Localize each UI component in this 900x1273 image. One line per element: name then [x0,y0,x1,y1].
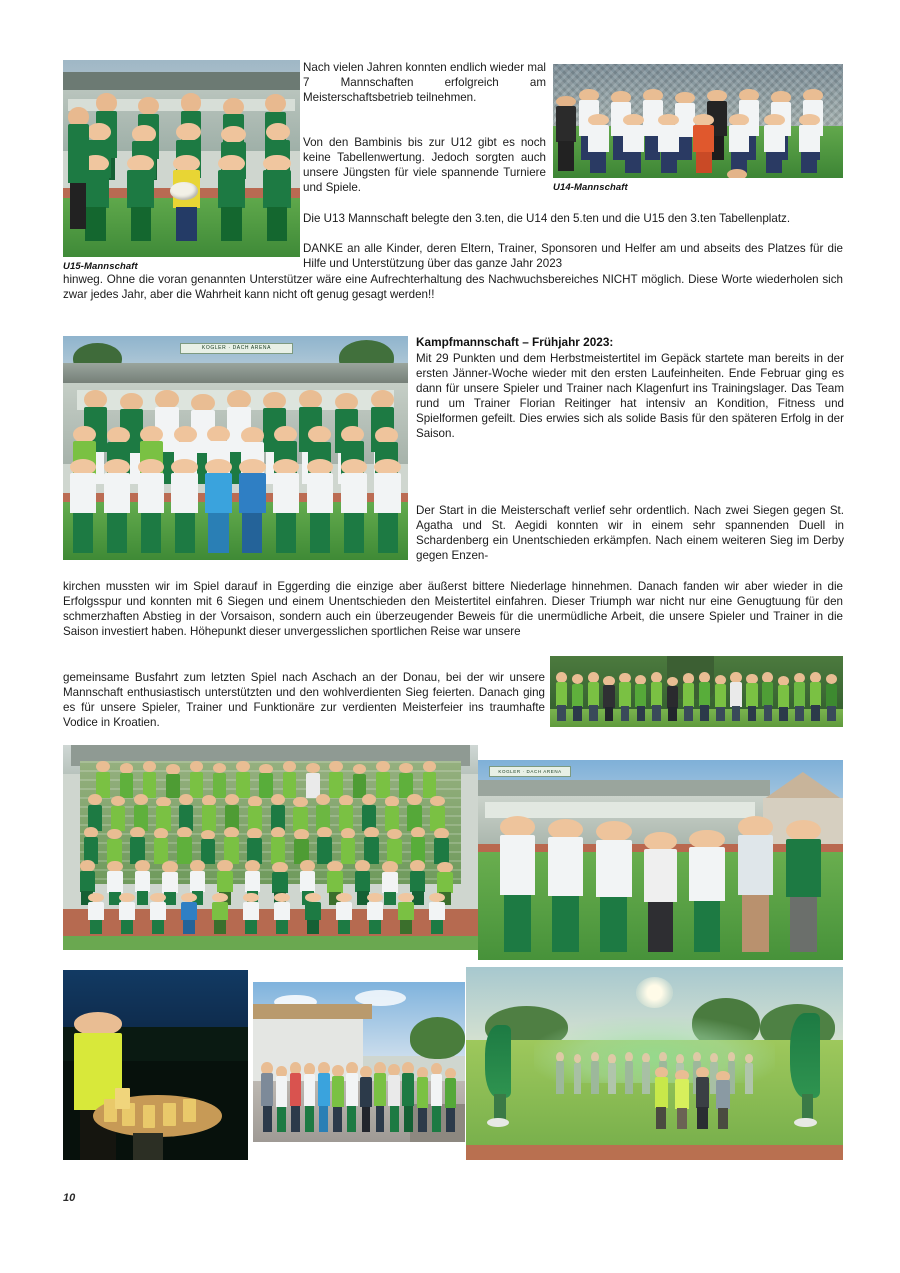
photo-team-row-kneeling [88,893,445,934]
top-paragraph-5: hinweg. Ohne die voran genannten Unterstützer wäre eine Aufrechterhaltung des Nachwuchsbereiches NICHT möglich. Diese Worte wiederholen sich zwar jedes Jahr, aber die Wahrheit kann nicht oft genug gesagt werden!! [63,273,843,302]
photo-verein-tribuene [63,745,478,950]
paragraph-text: Mit 29 Punkten und dem Herbstmeistertitel im Gepäck startete man bereits in der ersten Jänner-Woche wieder mit den ersten Laufeinheiten. Ende Februar ging es dann für unsere Spieler und Trainer nach Klagenfurt ins Trainingslager. Das Team rund um Trainer Florian Reitinger hat intensiv an Kondition, Fitness und Spielformen gefeilt. Dies erwies sich als solide Basis für den späteren Erfolg in der Saison. [416,352,844,441]
photo-table-base [133,1133,163,1160]
photo-crowd-row-3 [84,827,449,864]
photo-spieler-jubel [478,760,843,960]
kampfmannschaft-paragraph-4 [63,670,545,730]
paragraph-text: kirchen mussten wir im Spiel darauf in Eggerding die einzige aber äußerst bittere Niederlage hinnehmen. Danach fanden wir aber wieder in die Erfolgsspur und konnten mit 6 Siegen und einem Unentschieden den Meistertitel einfahren. Dieser Triumph war nicht nur eine Genugtuung für den schmerzhaften Abstieg in der Vorsaison, sondern auch ein überzeugender Beweis für die unermüdliche Arbeit, die unsere Spieler und Trainer in die Saison investiert haben. Höhepunkt dieser unvergesslichen sportlichen Reise war unsere [63,580,843,639]
top-paragraph-4: DANKE an alle Kinder, deren Eltern, Trainer, Sponsoren und Helfer am und abseits des Platzes für die Hilfe und Unterstützung über das ganze Jahr 2023 [303,242,843,271]
top-text-wide-2 [303,241,843,271]
kampfmannschaft-paragraph-2 [416,503,844,563]
photo-u14-team [553,64,843,178]
photo-busfahrt-gruppe [550,656,843,727]
photo-coach-left [556,96,576,171]
caption-u14: U14-Mannschaft [553,182,628,193]
photo-kampfmannschaft [63,336,408,560]
photo-celebrating-players [500,816,821,952]
photo-beer-glass [163,1103,176,1126]
photo-sun [636,977,674,1008]
photo-banner-right-base [794,1118,817,1128]
photo-funktionaere-bier [63,970,248,1160]
top-paragraph-1: Nach vielen Jahren konnten endlich wieder mal 7 Mannschaften erfolgreich am Meisterschaftsbetrieb teilnehmen. [303,61,546,105]
photo-roof [478,780,770,796]
photo-coach-right [727,169,747,178]
photo-roof [63,363,408,383]
photo-football [170,182,198,200]
photo-track [466,1145,843,1160]
paragraph-text: Der Start in die Meisterschaft verlief sehr ordentlich. Nach zwei Siegen gegen St. Agatha und St. Aegidi konnten wir in einem sehr spannenden Duell in Schardenberg ein Unentschieden erkämpfen. Nach einem weiteren Sieg im Derby gegen Enzen- [416,504,844,563]
top-text-wide-1 [303,211,843,226]
photo-meisterfeier-rauch [466,967,843,1160]
photo-grass-strip [63,936,478,950]
photo-people-row-seated [556,672,837,722]
photo-foreground-group [655,1067,730,1129]
photo-banner-right [790,1013,820,1098]
photo-beer-glass [115,1088,130,1109]
kampfmannschaft-paragraph-3 [63,579,843,639]
paragraph-text: gemeinsame Busfahrt zum letzten Spiel nach Aschach an der Donau, bei der wir unsere Mannschaft enthusiastisch unterstützten und den wohlverdienten Sieg feierten. Danach ging es für unsere Spieler, Trainer und Funktionäre zur verdienten Meisterfeier ins traumhafte Vodice in Kroatien. [63,671,545,730]
photo-coach [68,107,89,229]
photo-beer-glass [143,1105,156,1128]
photo-u15-team [63,60,300,257]
photo-beer-glass [183,1099,196,1122]
top-text-full-width [63,272,843,302]
photo-stadium-sign: KOGLER · DACH ARENA [489,766,571,777]
photo-roof [63,72,300,90]
photo-crowd-row-1 [96,761,436,798]
photo-person-young [74,1012,122,1160]
caption-u15: U15-Mannschaft [63,261,138,272]
top-paragraph-2: Von den Bambinis bis zur U12 gibt es noch keine Tabellenwertung. Jedoch sorgten auch unsere Jüngsten für viele spannende Turniere und Spiele. [303,136,546,195]
top-text-column [303,60,546,105]
photo-people-row-front [70,459,401,553]
photo-crowd-row-2 [88,794,445,831]
photo-stadium-sign: KOGLER · DACH ARENA [180,343,292,354]
photo-banner-left [485,1025,511,1098]
photo-roof-canopy [253,1004,372,1018]
kampfmannschaft-heading: Kampfmannschaft – Frühjahr 2023: [416,335,614,349]
page-number: 10 [63,1192,76,1204]
photo-crowd-row [261,1062,456,1132]
kampfmannschaft-paragraph-1 [416,351,844,442]
photo-tree [410,1017,465,1059]
photo-einlauf [253,982,465,1142]
top-paragraph-3: Die U13 Mannschaft belegte den 3.ten, die U14 den 5.ten und die U15 den 3.ten Tabellenplatz. [303,212,791,225]
photo-people-row-front [588,114,820,173]
top-text-column-2 [303,135,546,195]
